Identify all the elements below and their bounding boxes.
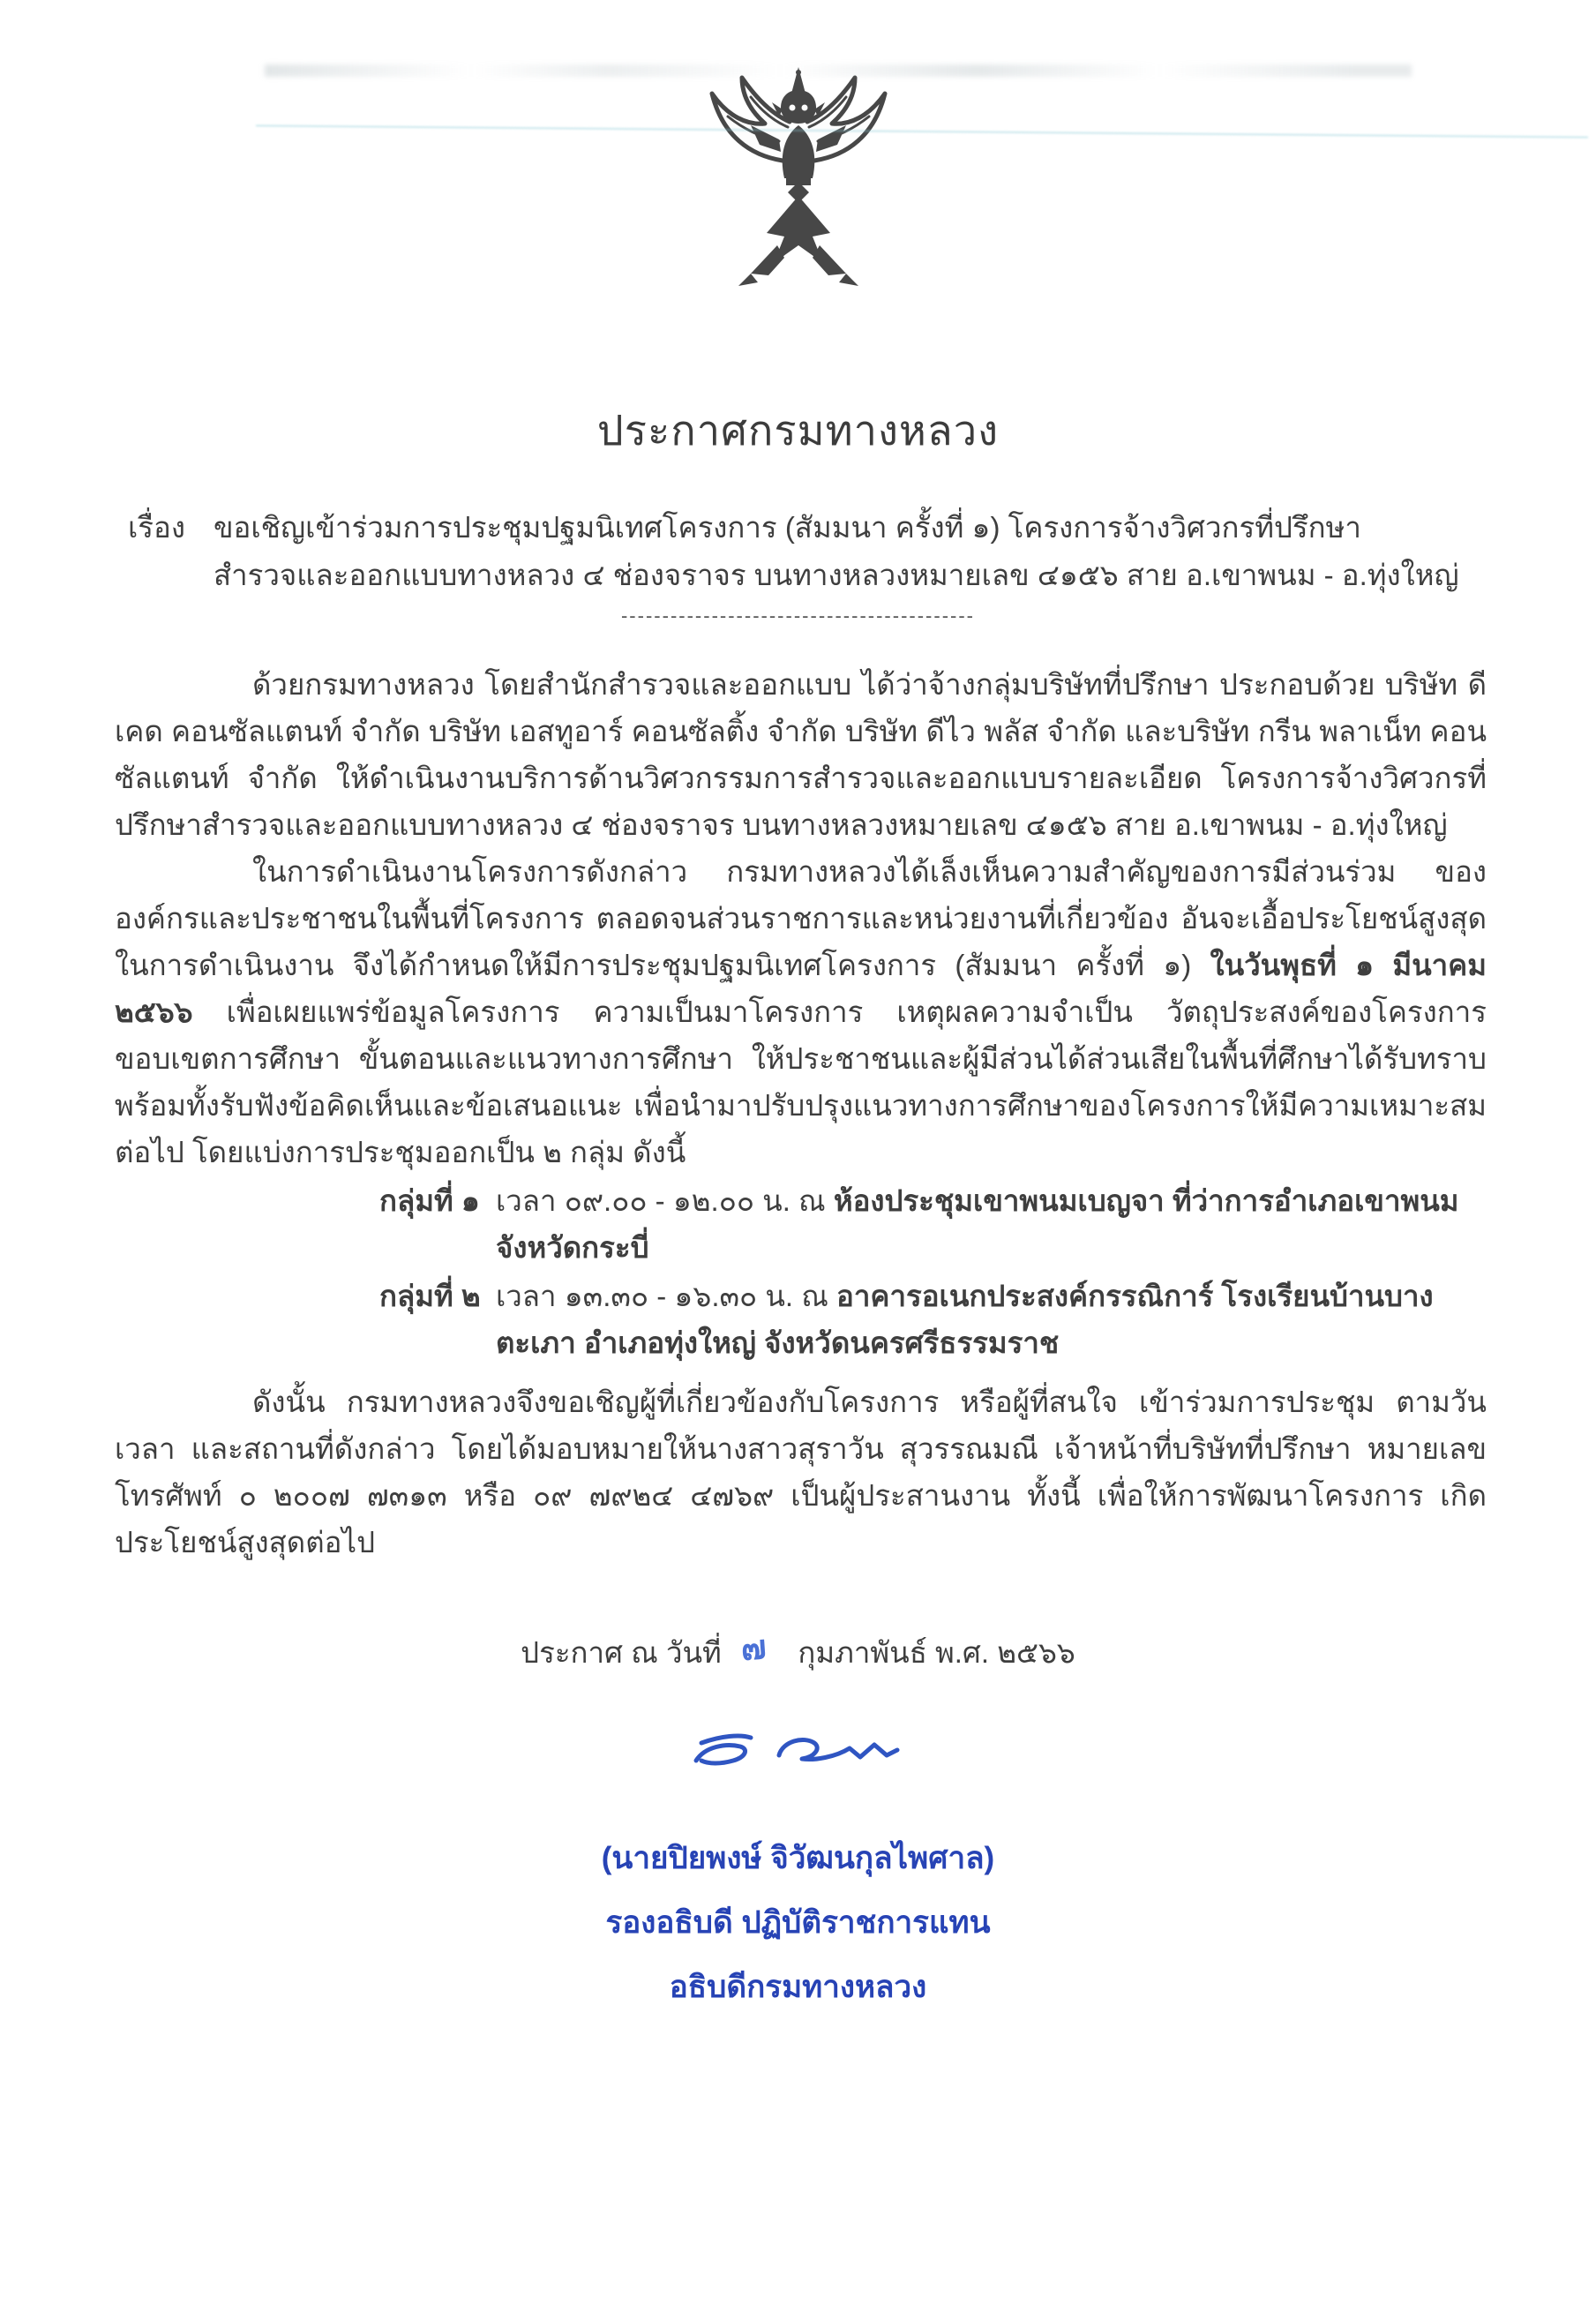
- group-2-time: เวลา ๑๓.๓๐ - ๑๖.๓๐ น. ณ: [496, 1280, 837, 1312]
- subject-line-2: สำรวจและออกแบบทางหลวง ๔ ช่องจราจร บนทางหลวงหมายเลข ๔๑๕๖ สาย อ.เขาพนม - อ.ทุ่งใหญ่: [214, 559, 1459, 591]
- document-page: [0, 62, 1596, 2321]
- group-1-venue: ห้องประชุมเขาพนมเบญจา ที่ว่าการอำเภอเขาพนม จังหวัดกระบี่: [496, 1184, 1459, 1264]
- group-2-label: กลุ่มที่ ๒: [379, 1280, 481, 1312]
- signer-title-2: อธิบดีกรมทางหลวง: [669, 1970, 927, 2004]
- announcement-date-line: [0, 1624, 1596, 1678]
- date-suffix: กุมภาพันธ์ พ.ศ. ๒๕๖๖: [798, 1636, 1075, 1669]
- paragraph-2: [115, 848, 1487, 1176]
- body-text: [115, 661, 1487, 1566]
- subject-label: เรื่อง: [128, 511, 185, 544]
- handwritten-day: ๗: [739, 1629, 768, 1668]
- signer-name: (นายปิยพงษ์ จิวัฒนกุลไพศาล): [601, 1841, 995, 1875]
- meeting-group-2: [379, 1273, 1487, 1366]
- signer-title-1: รองอธิบดี ปฏิบัติราชการแทน: [605, 1905, 991, 1940]
- dashed-divider: -------------------------------------------: [620, 605, 976, 627]
- subject-line-1: ขอเชิญเข้าร่วมการประชุมปฐมนิเทศโครงการ (สัมมนา ครั้งที่ ๑) โครงการจ้างวิศวกรที่ปรึกษา: [214, 511, 1361, 544]
- scan-artifact-smudge: [265, 64, 1412, 77]
- paragraph-1: ด้วยกรมทางหลวง โดยสำนักสำรวจและออกแบบ ได้ว่าจ้างกลุ่มบริษัทที่ปรึกษา ประกอบด้วย บริษัท ดีเคด คอนซัลแตนท์ จำกัด บริษัท เอสทูอาร์ คอนซัลติ้ง จำกัด บริษัท ดีไว พลัส จำกัด และบริษัท กรีน พลาเน็ท คอนซัลแตนท์ จำกัด ให้ดำเนินงานบริการด้านวิศวกรรมการสำรวจและออกแบบรายละเอียด โครงการจ้างวิศวกรที่ปรึกษาสำรวจและออกแบบทางหลวง ๔ ช่องจราจร บนทางหลวงหมายเลข ๔๑๕๖ สาย อ.เขาพนม - อ.ทุ่งใหญ่: [115, 668, 1487, 841]
- signature-block: [0, 1720, 1596, 2019]
- scanned-announcement: [0, 62, 1596, 2321]
- garuda-emblem: [662, 62, 935, 293]
- paragraph-3: ดังนั้น กรมทางหลวงจึงขอเชิญผู้ที่เกี่ยวข้องกับโครงการ หรือผู้ที่สนใจ เข้าร่วมการประชุม ตามวัน เวลา และสถานที่ดังกล่าว โดยได้มอบหมายให้นางสาวสุราวัน สุวรรณมณี เจ้าหน้าที่บริษัทที่ปรึกษา หมายเลขโทรศัพท์ ๐ ๒๐๐๗ ๗๓๑๓ หรือ ๐๙ ๗๙๒๔ ๔๗๖๙ เป็นผู้ประสานงาน ทั้งนี้ เพื่อให้การพัฒนาโครงการ เกิดประโยชน์สูงสุดต่อไป: [115, 1386, 1487, 1559]
- meeting-group-1: [379, 1177, 1487, 1271]
- paragraph-2-post: เพื่อเผยแพร่ข้อมูลโครงการ ความเป็นมาโครงการ เหตุผลความจำเป็น วัตถุประสงค์ของโครงการ ขอบเขตการศึกษา ขั้นตอนและแนวทางการศึกษา ให้ประชาชนและผู้มีส่วนได้ส่วนเสียในพื้นที่ศึกษาได้รับทราบ พร้อมทั้งรับฟังข้อคิดเห็นและข้อเสนอแนะ เพื่อนำมาปรับปรุงแนวทางการศึกษาของโครงการให้มีความเหมาะสมต่อไป โดยแบ่งการประชุมออกเป็น ๒ กลุ่ม ดังนี้: [115, 995, 1487, 1168]
- document-title: ประกาศกรมทางหลวง: [596, 407, 1000, 454]
- meeting-date-bold: ในวันพุธที่ ๑ มีนาคม ๒๕๖๖: [115, 949, 1487, 1028]
- date-prefix: ประกาศ ณ วันที่: [521, 1636, 722, 1669]
- group-1-details: [496, 1177, 1484, 1271]
- group-2-details: [496, 1273, 1484, 1366]
- group-2-venue: อาคารอเนกประสงค์กรรณิการ์ โรงเรียนบ้านบางตะเภา อำเภอทุ่งใหญ่ จังหวัดนครศรีธรรมราช: [496, 1280, 1434, 1359]
- group-1-label: กลุ่มที่ ๑: [379, 1184, 480, 1217]
- signature-ink-icon: [675, 1720, 922, 1789]
- paragraph-2-pre: ในการดำเนินงานโครงการดังกล่าว กรมทางหลวงได้เล็งเห็นความสำคัญของการมีส่วนร่วม ขององค์กรและประชาชนในพื้นที่โครงการ ตลอดจนส่วนราชการและหน่วยงานที่เกี่ยวข้อง อันจะเอื้อประโยชน์สูงสุด ในการดำเนินงาน จึงได้กำหนดให้มีการประชุมปฐมนิเทศโครงการ (สัมมนา ครั้งที่ ๑): [115, 855, 1487, 981]
- group-1-time: เวลา ๐๙.๐๐ - ๑๒.๐๐ น. ณ: [496, 1184, 834, 1217]
- subject-row: [128, 504, 1487, 599]
- garuda-emblem-icon: [666, 64, 931, 291]
- subject-text: [214, 504, 1487, 599]
